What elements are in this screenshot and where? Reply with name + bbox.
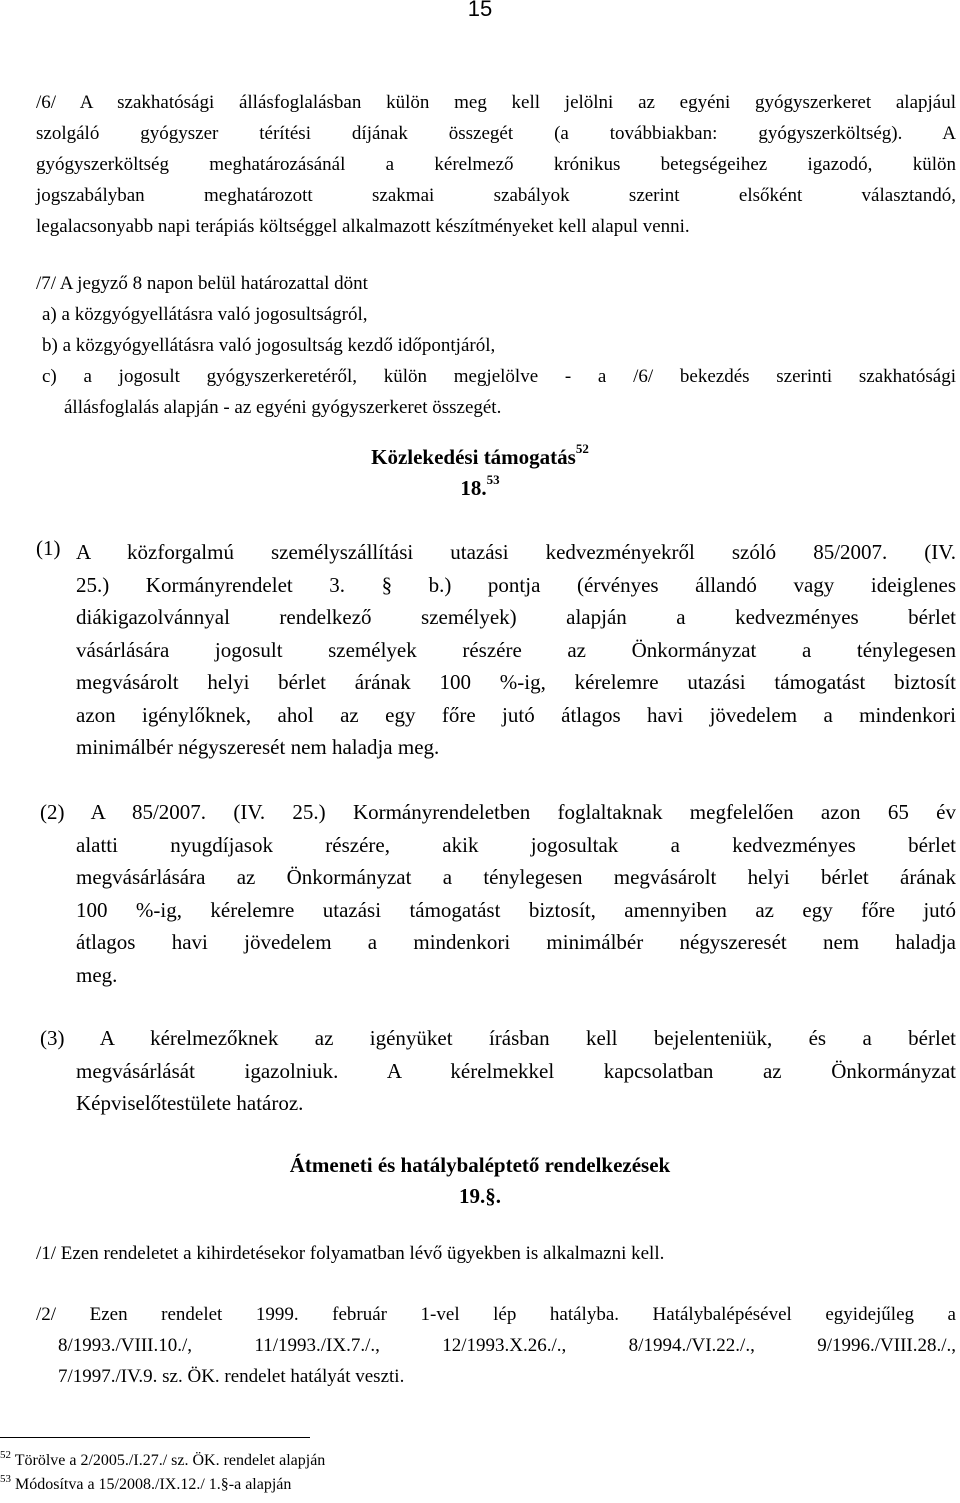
section-19-number: 19.§. — [459, 1184, 501, 1208]
paragraph-6-line: legalacsonyabb napi terápiás költséggel alkalmazott készítményeket kell alapul venni. — [36, 216, 690, 237]
subsection-1-line: diákigazolvánnyal rendelkező személyek) alapján a kedvezményes bérlet — [76, 605, 956, 629]
subsection-1-line: A közforgalmú személyszállítási utazási kedvezményekről szóló 85/2007. (IV. — [76, 540, 956, 564]
section-18-title-text: Közlekedési támogatás — [371, 445, 576, 469]
paragraph-7-line: /7/ A jegyző 8 napon belül határozattal dönt — [36, 273, 368, 294]
subsection-2-line: meg. — [76, 962, 118, 987]
paragraph-6-line: /6/ A szakhatósági állásfoglalásban külön meg kell jelölni az egyéni gyógyszerkeret alapjául — [36, 92, 956, 113]
footnote-52 — [0, 1449, 326, 1470]
paragraph-7-item-a: a) a közgyógyellátásra való jogosultságról, — [42, 304, 368, 325]
section-19-paragraph-2-line: /2/ Ezen rendelet 1999. február 1-vel lép hatályba. Hatálybalépésével egyidejűleg a — [36, 1304, 956, 1325]
section-19-paragraph-1-line: /1/ Ezen rendeletet a kihirdetésekor folyamatban lévő ügyekben is alkalmazni kell. — [36, 1243, 665, 1264]
footnote-ref-53: 53 — [486, 472, 500, 487]
subsection-2-line: alatti nyugdíjasok részére, akik jogosultak a kedvezményes bérlet — [76, 832, 956, 857]
section-18-number-text: 18. — [460, 476, 487, 500]
subsection-1-text — [76, 536, 956, 764]
subsection-3-line: megvásárlását igazolniuk. A kérelmekkel kapcsolatban az Önkormányzat — [76, 1058, 956, 1083]
paragraph-6-line: gyógyszerköltség meghatározásánál a kérelmező krónikus betegségeihez igazodó, külön — [36, 154, 956, 175]
subsection-2-line: 100 %-ig, kérelemre utazási támogatást biztosít, amennyiben az egy főre jutó — [76, 897, 956, 922]
paragraph-6-line: jogszabályban meghatározott szakmai szabályok szerint elsőként választandó, — [36, 185, 956, 206]
subsection-1-line: 25.) Kormányrendelet 3. § b.) pontja (érvényes állandó vagy ideiglenes — [76, 572, 956, 597]
subsection-1-line: azon igénylőknek, ahol az egy főre jutó átlagos havi jövedelem a mindenkori — [76, 702, 956, 727]
subsection-2-text — [76, 829, 956, 992]
subsection-1-line: vásárlására jogosult személyek részére az Önkormányzat a ténylegesen — [76, 637, 956, 662]
subsection-3-line: (3) A kérelmezőknek az igényüket írásban kell bejelenteniük, és a bérlet — [40, 1026, 956, 1050]
paragraph-7-item-c: c) a jogosult gyógyszerkeretéről, külön megjelölve - a /6/ bekezdés szerinti szakhatósági — [42, 366, 956, 387]
footnote-separator — [0, 1437, 310, 1438]
footnote-52-text: Törölve a 2/2005./I.27./ sz. ÖK. rendelet alapján — [14, 1452, 326, 1469]
paragraph-7-line: állásfoglalás alapján - az egyéni gyógyszerkeret összegét. — [64, 397, 502, 418]
paragraph-6-line: szolgáló gyógyszer térítési díjának összegét (a továbbiakban: gyógyszerköltség). A — [36, 123, 956, 144]
footnote-53-number: 53 — [0, 1473, 11, 1485]
subsection-1-line: minimálbér négyszeresét nem haladja meg. — [76, 735, 440, 759]
footnote-53-text: Módosítva a 15/2008./IX.12./ 1.§-a alapján — [15, 1476, 292, 1493]
footnote-52-number: 52 — [0, 1449, 11, 1461]
paragraph-7-item-b: b) a közgyógyellátásra való jogosultság kezdő időpontjáról, — [42, 335, 496, 356]
subsection-3 — [40, 1022, 956, 1055]
section-18-title — [0, 441, 960, 470]
footnote-ref-52: 52 — [575, 441, 589, 456]
section-19-paragraph-2 — [36, 1299, 956, 1392]
section-18-number — [0, 472, 960, 501]
subsection-2 — [40, 796, 956, 829]
paragraph-6 — [36, 87, 956, 242]
subsection-2-line: átlagos havi jövedelem a mindenkori minimálbér négyszeresét nem haladja — [76, 930, 956, 954]
section-19-paragraph-2-line: 8/1993./VIII.10./, 11/1993./IX.7./., 12/1993.X.26./., 8/1994./VI.22./., 9/1996./VIII.28./., — [58, 1335, 956, 1356]
section-19-paragraph-2-line: 7/1997./IV.9. sz. ÖK. rendelet hatályát veszti. — [58, 1366, 405, 1387]
page-number: 15 — [467, 0, 493, 21]
footnote-53 — [0, 1473, 292, 1494]
section-19-title: Átmeneti és hatálybaléptető rendelkezések — [289, 1153, 671, 1177]
subsection-1-line: megvásárolt helyi bérlet árának 100 %-ig, kérelemre utazási támogatást biztosít — [76, 670, 956, 694]
paragraph-7 — [36, 268, 956, 423]
section-19-paragraph-1 — [36, 1238, 956, 1269]
subsection-2-line: (2) A 85/2007. (IV. 25.) Kormányrendeletben foglaltaknak megfelelően azon 65 év — [40, 800, 956, 824]
subsection-2-line: megvásárlására az Önkormányzat a ténylegesen megvásárolt helyi bérlet árának — [76, 865, 956, 889]
subsection-1-number: (1) — [36, 536, 61, 560]
subsection-3-text — [76, 1055, 956, 1120]
subsection-3-line: Képviselőtestülete határoz. — [76, 1091, 304, 1115]
